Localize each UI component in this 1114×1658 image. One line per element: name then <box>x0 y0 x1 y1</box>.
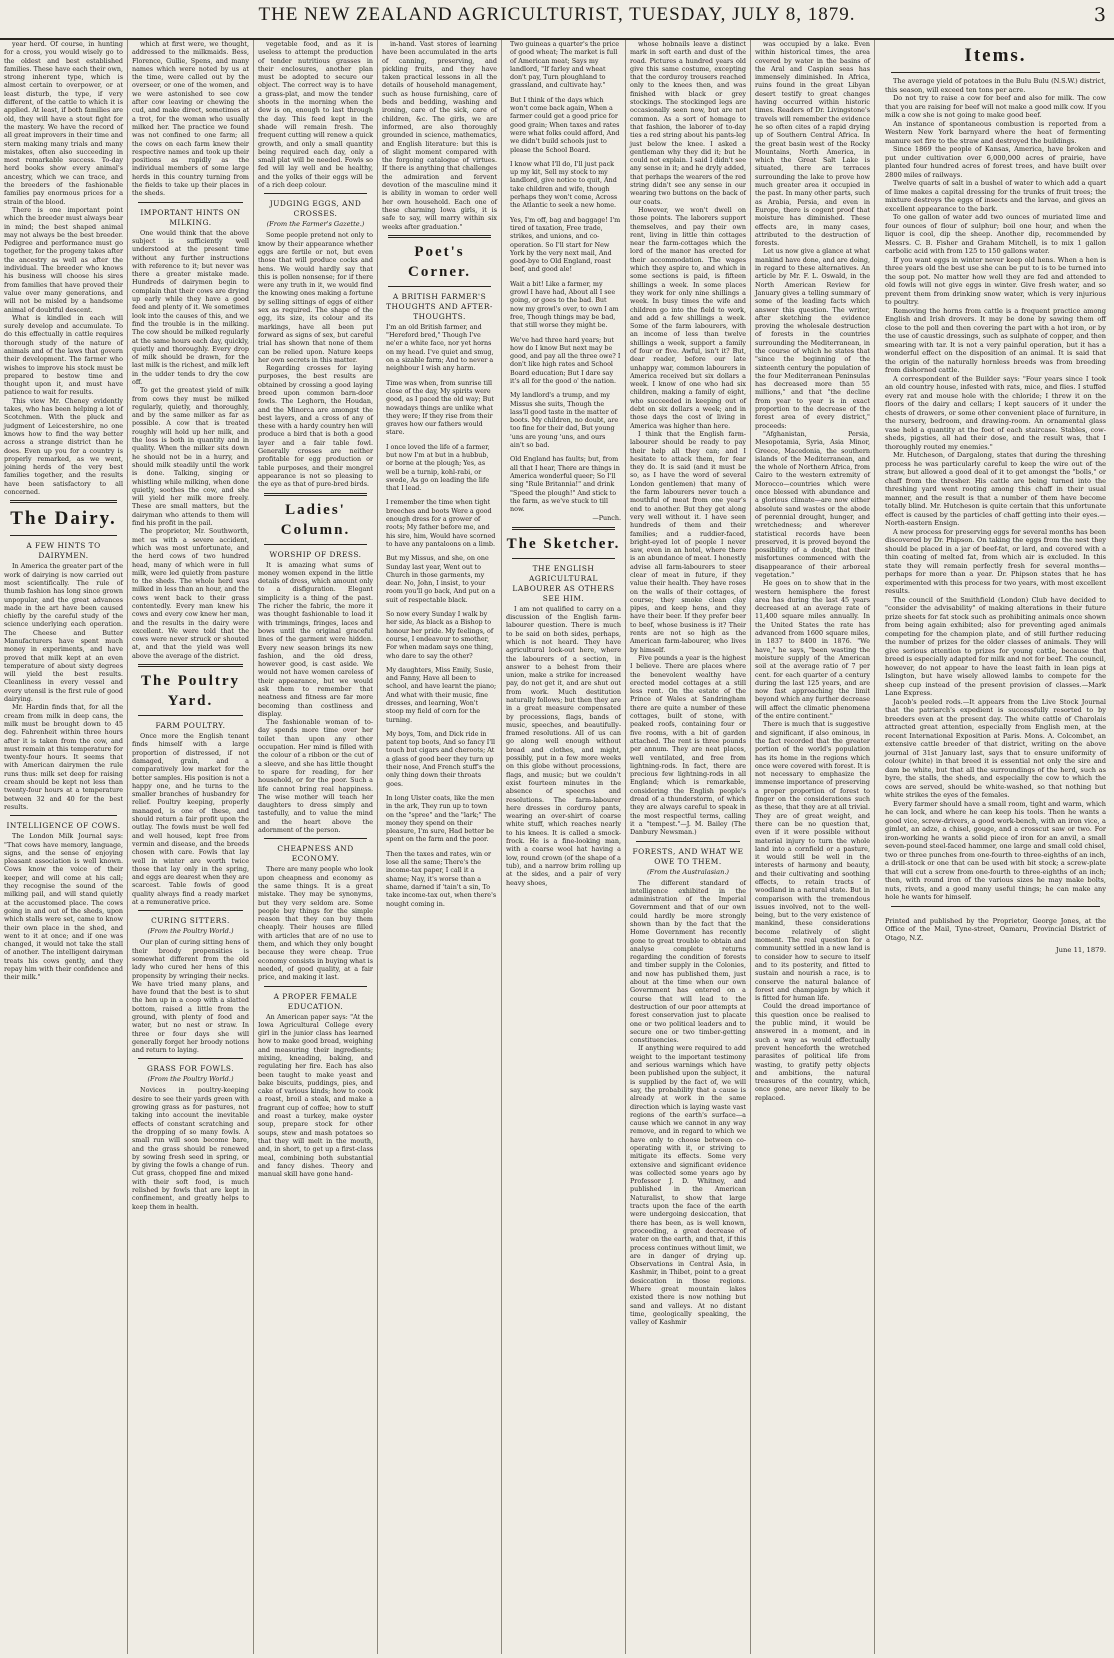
article-paragraph: There are many people who look upon cheapness and economy as the same things. It is a great mistake. They may be synonyms, but they very seldom are. Some people buy things for the simple reason that they can buy them cheaply. Their houses are filled with articles that are of no use to them, and which they only bought because they were cheap. True economy consists in buying what is needed, of good quality, at a fair price, and making it last. <box>258 865 373 982</box>
poem-stanza: We've had three hard years; but how do I know But next may be good, and pay all the three owe? I don't like high rates and School Board education; But I dare say it's all for the good o' the nation. <box>510 335 621 385</box>
article-heading: CHEAPNESS AND ECONOMY. <box>277 844 354 864</box>
article-paragraph: Let us now give a glance at what mankind have done, and are doing, in regard to these alternatives. An article by Mr. F. L. Oswald, in the North American Review for January gives a telling summary of some of the leading facts which answer this question. The writer, after sketching the evidence proving the wholesale destruction of forests in the countries surrounding the Mediterranean, in the course of which he states that "since the beginning of the sixteenth century the population of the four Mediterranean Peninsulas has decreased more than 55 millions," and that "the decline from year to year is in exact proportion to the decrease of the forest area of every district," proceeds: <box>755 247 870 430</box>
article-paragraph: An American paper says: "At the Iowa Agricultural College every girl in the junior class has learned how to make good bread, weighing and measuring their ingredients; mixing, kneading, baking, and regulating her fire. Each has also been taught to make yeast and bake biscuits, puddings, pies, and cake of various kinds; how to cook a roast, broil a steak, and make a fragrant cup of coffee; how to stuff and roast a turkey, make oyster soup, prepare stock for other soups, stew and mash potatoes so that they will melt in the mouth, and, in short, to get up a first-class meal, combining both substantial and fancy dishes. Theory and manual skill have gone hand- <box>258 1012 373 1179</box>
column-7 <box>751 40 875 1654</box>
poem-stanza: But my Missus, and she, on one Sunday last year, Went out to Church in those garments, my dear. No, John, I insist, to your room you'll go back, And put on a suit of respectable black. <box>386 554 496 604</box>
imprint-text: Printed and published by the Proprietor, George Jones, at the Office of the Mail, Tyne-street, Oamaru, Provincial District of Otago, N.Z. <box>885 916 1106 942</box>
poem-stanza: My daughters, Miss Emily, Susie, and Fanny, Have all been to school, and have learnt the piano; And what with their music, fine dresses, and learning, Won't stoop my field of corn for the turning. <box>386 665 497 724</box>
section-divider <box>636 841 740 842</box>
column-1 <box>0 40 128 1654</box>
article-heading: GRASS FOR FOWLS. <box>146 1064 235 1074</box>
section-divider <box>10 815 117 816</box>
article-paragraph: In America the greater part of the work of dairying is now carried out most scientifically. The rule of thumb fashion has long since grown unpopular, and the great advances made in the art have been caused chiefly by the careful study of the science underlying each operation. The Cheese and Butter Manufacturers have spent much money in experiments, and have proved that milk kept at an even temperature of about sixty degrees will yield the best results. Cleanliness in every vessel and every utensil is the first rule of good dairying. <box>4 562 123 704</box>
section-divider <box>138 664 243 667</box>
article-paragraph: Our plan of curing sitting hens of their broody propensities is somewhat different from the old lady who cured her hens of this propensity by wringing their necks. We have tried many plans, and have found that the best is to shut the hen up in a coop with a slatted bottom, raised a little from the ground, with plenty of food and water, but no nest or straw. In three or four days she will generally forget her broody notions and return to laying. <box>132 938 249 1055</box>
section-divider <box>138 910 243 911</box>
section-divider <box>264 493 367 496</box>
article-source: (From the Australasian.) <box>646 867 730 876</box>
news-item: The council of the Smithfield (London) Club have decided to "consider the advisability" of making alterations in their future prize sheets for fat stock such as prohibiting animals once shown from being again exhibited; also for preventing aged animals competing for the champion plate, and of still further reducing the number of prizes for the older classes of animals. They will give serious attention to prizes for young cattle, because that breed is especially adapted for milk and not for beef. The council, however, do not appear to have the least faith in lean pigs at Islington, but have wisely allowed lambs to compete for the sheep cup instead of the present provision of classes.—Mark Lane Express. <box>885 595 1106 697</box>
poem-title: A BRITISH FARMER'S THOUGHTS AND AFTER-THOUGHTS. <box>386 291 493 321</box>
article-paragraph: He goes on to show that in the western hemisphere the forest area has during the last 45 years decreased at an average rate of 11,400 square miles annually. In the United States the rate has advanced from 1600 square miles, in 1837 to 8400 in 1876. "We have," he says, "been wasting the moisture supply of the American soil at the average ratio of 7 per cent. for each quarter of a century during the last 125 years, and are now fast approaching the limit beyond which any further decrease will affect the climatic phenomena of the entire continent." <box>755 579 870 721</box>
article-paragraph: Some people pretend not only to know by their appearance whether eggs are fertile or not, but even those that will produce cocks and hens. We would hardly say that this is pollen nonsense; for if there were any truth in it, we would find the knowing ones making a fortune by selling sittings of eggs of either sex as required. The shape of the egg, its size, its colour and its markings, have all been put forward as signs of sex, but careful trial has shown that none of them can be relied upon. Nature keeps her own secrets in this matter. <box>258 231 373 364</box>
section-banner-dairy: The Dairy. <box>10 508 117 530</box>
news-item: Removing the horns from cattle is a frequent practice among English and Irish drovers. It may be done by sawing them off close to the poll and then covering the part with a hot iron, or by the use of caustic dressings, such as sulphate of copper, and then smearing with tar. It is not a very painful operation, but it has a wonderful effect on the disposition of an animal. It is said that the origin of the naturally hornless breeds was from breeding from dishorned cattle. <box>885 306 1106 374</box>
column-3 <box>254 40 378 1654</box>
poem-stanza: Wait a bit! Like a farmer, my growl I have had, About all I see going, or goes to the bad. But now my growl's over, to own I am free, Though things may be bad, that still worse they might be. <box>510 279 619 330</box>
article-paragraph: was occupied by a lake. Even within historical times, the area covered by water in the basins of the Aral and Caspian seas has immensely diminished. In Africa, ruins found in the great Libyan desert testify to great changes having occurred within historic times. Readers of Dr. Livingstone's travels will remember the evidence he so often cites of a rapid drying up of Southern Central Africa. In the great basin west of the Rocky Mountains, North America, in which the Great Salt Lake is situated, there are terraces surrounding the lake to prove how much greater area it occupied in the past. In many other parts, such as Arabia, Persia, and even in Europe, there is cogent proof that moisture has diminished. These effects are, in many cases, attributed to the destruction of forests. <box>755 40 870 248</box>
article-heading: A FEW HINTS TO DAIRYMEN. <box>26 541 101 561</box>
article-paragraph: year herd. Of course, in hunting for a cross, you would wisely go to the oldest and best established families. These have each their own, strong inherent type, which is almost certain to overpower, or at least disturb, the type, if very different, of the cattle to which it is applied. At least, if both families are old, they will have a stout fight for the mastery. We have the record of all great improvers in their time and stern making many trials and many mistakes, often also succeeding in most remarkable success. To-day herd books show every animal's ancestry, which we can trace, and the breeders of the fashionable families pay enormous prices for a strain of the blood. <box>4 40 123 206</box>
column-4 <box>378 40 502 1654</box>
article-heading: THE ENGLISH AGRICULTURAL LABOURER AS OTHERS SEE HIM. <box>512 563 615 603</box>
article-source: (From the Poultry World.) <box>147 927 234 936</box>
article-heading: IMPORTANT HINTS ON MILKING. <box>140 207 241 227</box>
news-item: If you want eggs in winter never keep old hens. When a hen is three years old the best use she can be put to is to be turned into the soup pot. No matter how well they are fed and attended to old fowls will not give eggs in winter. Give fresh water, and so prevent them from drinking snow water, which is very injurious to poultry. <box>885 255 1106 306</box>
poem-stanza: Then the taxes and rates, win or lose all the same; There's the income-tax paper, I call it a shame; Nay, it's worse than a shame, darned if 'tain't a sin, To take income-tax out, when there's nought coming in. <box>386 849 497 908</box>
article-source: (From the Farmer's Gazette.) <box>266 220 365 229</box>
section-divider <box>264 544 367 545</box>
article-paragraph: I think that the English farm-labourer should be ready to pay their help all they can; and I hesitate to attack them, for fear they do. It is said (and it must be so, as I have the word of several London gentlemen) that many of the farm labourers never touch a mouthful of meat from one year's end to another. But they get along very well without it. I have seen hundreds of them and their families; and a ruddier-faced, bright-eyed lot of people I never saw, even in an hotel, where there is an abundance of meat. I honestly advise all farm-labourers to steer clear of meat in future, if they value their health. They have roses on the walls of their cottages, of course; they smoke clean clay pipes, and keep hens, and they have their beer. If they prefer beer to beef, whose business is it? Their rents are not so high as the American farm-labourer, who lives by himself. <box>630 429 746 654</box>
news-item: To one gallon of water add two ounces of muriated lime and four ounces of flour of sulphur; boil one hour, and when the liquor is cool, dip the sheep. Another dip, recommended by Messrs. C. B. Fisher and Graham Mitchell, is to mix 1 gallon carbolic acid with from 125 to 150 gallons water. <box>885 213 1106 255</box>
section-divider <box>512 558 615 559</box>
section-banner-poets-corner: Poet's Corner. <box>407 243 472 280</box>
section-divider <box>388 286 491 287</box>
news-item: Twelve quarts of salt in a bushel of water to which add a quart of lime makes a capital dressing for the trunks of fruit trees; the mixture destroys the eggs of insects and the larvae, and gives an excellent appearance to the bark. <box>885 179 1106 213</box>
section-divider <box>138 715 243 716</box>
poem-stanza: I know what I'll do, I'll just pack up my kit, Sell my stock to my landlord, give notice to quit, And take children and wife, though perhaps they won't come, Across the Atlantic to seek a new home. <box>510 159 618 210</box>
poem-stanza: My boys, Tom, and Dick ride in patent top boots, And so fancy I'll touch but cigars and cheroots; At a glass of good beer they turn up their nose, And French stuff's the only thing down their throats goes. <box>386 729 496 788</box>
column-2 <box>128 40 254 1654</box>
poem-stanza: Time was when, from sunrise till close of the day, My spirits were good, as I paced the old way; But nowadays things are unlike what they were; If they rise from their graves how our fathers would stare. <box>386 378 494 437</box>
poem-source: —Punch. <box>592 514 621 523</box>
news-item: Since 1869 the people of Kansas, America, have broken and put under cultivation over 6,000,000 acres of prairie, have planted four hundred acres of forest trees, and have built over 2800 miles of railways. <box>885 145 1106 179</box>
article-heading: FORESTS, AND WHAT WE OWE TO THEM. <box>632 846 744 866</box>
article-paragraph: What is kindled in each will surely develop and accumulate. To do this effectually in cattle requires thorough study of the nature of animals and of the laws that govern their development. The farmer who wishes to improve his stock must be prepared to bestow time and thought upon it, and must have patience to wait for results. <box>4 313 123 397</box>
article-paragraph: Novices in poultry-keeping desire to see their yards green with growing grass as for pastures, not taking into account the inevitable effects of constant scratching and the dropping of so many fowls. A small run will soon become bare, and the grass should be renewed by sowing fresh seed in spring, or by giving the fowls a change of run. Cut grass, chopped fine and mixed with their soft food, is much relished by fowls that are kept in confinement, and greatly helps to keep them in health. <box>132 1086 249 1211</box>
article-source: (From the Poultry World.) <box>147 1075 234 1084</box>
article-paragraph: Once more the English tenant finds himself with a large proportion of distressed, if not damaged, grain, and a comparatively low market for the better samples. His position is not a happy one, and he turns to the smaller branches of husbandry for relief. Poultry keeping, properly managed, is one of these, and should return a fair profit upon the outlay. The fowls must be well fed and well housed, kept free from vermin and disease, and the breeds chosen with care. Fowls that lay well in winter are worth twice those that lay only in the spring, and eggs are dearest when they are scarcest. Table fowls of good quality always find a ready market at a remunerative price. <box>132 732 249 907</box>
poem-stanza: I once loved the life of a farmer, but now I'm at but in a hubbub, or borne at the plough; Yes, as well be a turnip, kohl-rabi, or swede, As go on leading the life that I lead. <box>386 442 490 493</box>
article-heading: FARM POULTRY. <box>155 721 226 731</box>
article-paragraph: which at first were, we thought, addressed to the milkmaids. Bess, Florence, Gullie, Spens, and many names which were noted by us at the time, were called out by the overseer, or one of the women, and we were astonished to see cow after cow leaving or chewing the cud, and make direct, sometimes at a trot, for the woman who usually milked her. The practice we found was not confined to one farm; all the cows on each farm knew their respective names and took up their positions as rapidly as the individual members of some large herds in this country turning from the fields to take up their places in the sheds. <box>132 40 249 198</box>
section-divider <box>10 500 117 503</box>
article-paragraph: The proprietor, Mr. Southworth, met us with a severe accident, which was most unfortunate, and the herd cows of two hundred head, many of which were in full milk, were led quietly from pasture to the sheds. The whole herd was milked in less than an hour, and the cows went back to their grass contentedly. Every man knew his cows and every cow knew her man, and the results in the dairy were excellent. We were told that the cows were never struck or shouted at, and that the yield was well above the average of the district. <box>132 527 249 660</box>
article-heading: WORSHIP OF DRESS. <box>269 549 362 559</box>
article-paragraph: One would think that the above subject is sufficiently well understood at the present time without any further instructions with reference to it; but never was there a greater mistake made. Hundreds of dairymen begin to complain that their cows are drying up early while they have a good feed and plenty of it. We sometimes look into the causes of this, and we find the trouble is in the milking. The cow should be milked regularly at the same hours each day, quickly, quietly and thoroughly. Every drop of milk should be drawn, for the last milk is the richest, and milk left in the udder tends to dry the cow off. <box>132 228 249 386</box>
news-item: The average yield of potatoes in the Bulu Bulu (N.S.W.) district, this season, will exceed ten tons per acre. <box>885 77 1106 94</box>
section-banner-sketcher: The Sketcher. <box>506 535 621 552</box>
article-paragraph: I am not qualified to carry on a discussion of the English farm-labourer question. There is much to be said on both sides, perhaps, which is not heard. They have agricultural lock-out here, where the labourers of a section, in answer to a behest from their union, make a strike for increased pay, do not get it, and are shut out from work. Much destitution naturally follows; but then they are in a great measure compensated by processions, flags, bands of music, speeches, and beautifully-framed resolutions. All of us can go along well enough without bread and clothes, and might, possibly, put in a few more weeks on this globe without processions, flags, and music; but we couldn't exist fourteen minutes in the absence of speeches and resolutions. The farm-labourer here dresses in corduroy pants, wearing an over-shirt of coarse white stuff, which reaches nearly to his knees. It is called a smock-frock. He is a fine-looking man, with a coarse wool hat having a low, round crown (of the shape of a tub), and a narrow brim rolling up at the sides, and a pair of very heavy shoes, <box>506 604 621 887</box>
masthead <box>0 2 1114 40</box>
news-item: A correspondent of the Builder says: "Four years since I took an old country house, infested with rats, mice, and flies. I stuffed every rat and mouse hole with the chloride; I threw it on the floors of the dairy and cellars; I kept saucers of it under the chests of drawers, or some other convenient place of furniture, in the nursery, bedroom, and drawing-room. An ornamental glass vase held a quantity at the foot of each staircase. Stables, cow-sheds, pigsties, all had their dose, and the result was, that I thoroughly routed my enemies." <box>885 374 1106 451</box>
section-divider <box>10 535 117 536</box>
news-item: A new process for preserving eggs for several months has been discovered by Dr. Phipson. On taking the eggs from the nest they should be placed in a jar of beef-fat, or lard, and covered with a thin coating of melted fat, from which air is excluded. In this state they will remain perfectly fresh for several months—perhaps for more than a year. Dr. Phipson states that he has experimented with this process for two years, with most excellent results. <box>885 527 1106 595</box>
article-paragraph: There is one important point which the breeder must always bear in mind; the best shaped animal may not always be the best breeder. Pedigree and performance must go together, for the progeny takes after the ancestry as well as after the individual. The breeder who knows his business will choose his sires from families that have proved their value over many generations, and will not be misled by a handsome animal of doubtful descent. <box>4 205 123 314</box>
poem-stanza: I'm an old British farmer, and "Hereford bred," Though I've ne'er a white face, nor yet horns on my head. I've quiet and smug, on a sizable farm; And to never a neighbour I wish any harm. <box>386 322 494 373</box>
article-paragraph: The different standard of intelligence exhibited in the administration of the Imperial Government and that of our own could hardly be more strongly shown than by the fact that the Home Government has recently gone to great trouble to obtain and analyse complete returns regarding the condition of forests and timber supply in the Colonies, and now has published them, just about at the time when our own Government has entered on a course that will lead to the destruction of our poor attempts at forest conservation just to placate one or two political leaders and to secure one or two timber-getting constituencies. <box>630 878 746 1045</box>
section-banner-items: Items. <box>964 45 1027 66</box>
section-divider <box>891 906 1100 907</box>
poem-stanza: Yes, I'm off, bag and baggage! I'm tired of taxation, Free trade, strikes, and unions, and co-operation. So I'll start for New York by the very next mail, And good-bye to Old England, roast beef, and good ale! <box>510 215 621 274</box>
imprint-date: June 11, 1879. <box>1055 946 1106 955</box>
poem-stanza: Two guineas a quarter's the price of good wheat; The market is full of American meat; Says my landlord, "If farley and wheat don't pay, Turn ploughland to grassland, and cultivate hay." <box>510 40 620 90</box>
article-paragraph: The fashionable woman of to-day spends more time over her toilet than upon any other occupation. Her mind is filled with the colour of a ribbon or the cut of a sleeve, and she has little thought to spare for reading, for her household, or for the poor. Such a life cannot bring real happiness. The wise mother will teach her daughters to dress simply and tastefully, and to value the mind and the heart above the adornment of the person. <box>258 718 373 835</box>
column-5 <box>502 40 626 1654</box>
article-paragraph: Could the dread importance of this question once be realised to the public mind, it would be answered in a moment, and in such a way as would effectually prevent henceforth the wretched parasites of political life from wasting, to gratify petty objects and ambitions, the natural treasures of the country, which, once gone, are never likely to be replaced. <box>755 1002 870 1102</box>
article-paragraph: There is much that is suggestive and significant, if also ominous, in the fact recorded that the greater portion of the world's population has its home in the regions which once were covered with forest. It is not necessary to emphasize the immense importance of preserving a proper proportion of forest to finger on the considerations such as these, that they are at all trivial. They are of great weight, and there can be no question that, even if it were possible without material injury to turn the whole land into a cornfield or a pasture, it would still be well in the interests of harmony and beauty, and their cultivating and soothing effects, to retain tracts of woodland in a natural state. But in comparison with the tremendous issues involved, not to the well-being, but to the very existence of mankind, these considerations become relatively of slight moment. The real question for a community settled in a new land is to consider how to secure to itself and to its posterity, and fitted to sustain and nourish a race, is to conserve the natural balance of forest and champaign by which it is fitted for human life. <box>755 720 870 1003</box>
news-item: Jacob's peeled rods.—It appears from the Live Stock Journal that the patriarch's expedient is successfully resorted to by breeders even at the present day. The white cattle of Charolais attracted great attention, especially from English men, at the recent International Exposition at Paris. Mons. A. Colcombet, an extensive cattle breeder of that district, writing on the above journal of 31st January last, says that to ensure uniformity of colour (white) in that breed it is essential not only the sire and dam be white, but that all the surroundings of the herd, such as byre, the stalls, the sheds, and especially the cow to which the cows are served, should be white-washed, so that nothing but white strikes the eyes of the females. <box>885 697 1106 799</box>
news-item: Mr. Hutcheson, of Dargalong, states that during the threshing process he was particularly careful to keep the wire out of the straw, but allowed a good deal of it to get amongst the "bolls," or chaff from the thresher. His cattle are being turned into the threshing yard went rooting among this chaff in their usual manner, and the result is that a number of them have become totally blind. Mr. Hutcheson is quite certain that this unfortunate effect is caused by the particles of chaff getting into their eyes.—North-eastern Ensign. <box>885 451 1106 527</box>
section-divider <box>264 193 367 194</box>
section-banner-poultry: The Poultry Yard. <box>140 673 241 710</box>
section-divider <box>891 72 1100 73</box>
article-paragraph: To get the greatest yield of milk from cows they must be milked regularly, quietly, and thoroughly, and by the same milker as far as possible. A cow that is treated roughly will hold up her milk, and the loss is both in quantity and in quality. When the milker sits down he should not be in a hurry, and should milk steadily until the work is done. Talking, singing or whistling while milking, when done quietly, soothes the cow, and she will yield her milk more freely. These are small matters, but the dairyman who attends to them will find his profit in the pail. <box>132 386 249 528</box>
article-paragraph: vegetable food, and as it is useless to attempt the production of tender nutritious grasses in their enclosures, another plan must be adopted to secure our object. The correct way is to have a grass-plat, and mow the tender shoots in the morning when the dew is on, enough to last through the day. This feed kept in the shade will remain fresh. The frequent cutting will renew a quick growth, and only a small quantity being required each day, only a small plat will be needed. Fowls so fed will lay well and be healthy, and the yolks of their eggs will be of a rich deep colour. <box>258 40 373 190</box>
section-divider <box>264 986 367 987</box>
column-6 <box>626 40 751 1654</box>
article-heading: INTELLIGENCE OF COWS. <box>6 821 121 831</box>
article-heading: JUDGING EGGS, AND CROSSES. <box>269 199 362 219</box>
printer-imprint <box>885 917 1106 955</box>
article-paragraph: Mr. Hardin finds that, for all the cream from milk in deep cans, the milk must be brought down to 45 deg. Fahrenheit within three hours after it is taken from the cow, and must remain at this temperature for twenty-four hours. It seems that with American dairymen the rule runs thus: milk set deep for raising cream should be kept not less than twenty-four hours at a temperature between 32 and 40 for the best results. <box>4 703 123 811</box>
page-number: 3 <box>1093 4 1106 26</box>
news-item: Do not try to raise a cow for beef and also for milk. The cow that you are raising for beef will not make a good milk cow. If you milk a cow she is not going to make good beef. <box>885 94 1106 119</box>
poem-stanza: In long Ulster coats, like the men in the ark, They run up to town on the "spree" and the "lark;" The money they spend on their pleasure, I'm sure, Had better be spent on the farm and the poor. <box>386 793 496 844</box>
article-paragraph: It is amazing what sums of money women expend in the little details of dress, which amount only to a disfiguration. Elegant simplicity is a thing of the past. The richer the fabric, the more it was thought fashionable to load it with trimmings, fringes, laces and bows until the original graceful lines of the garment were hidden. Every new season brings its new fashion, and the old dress, however good, is cast aside. We would not have women careless of their appearance, but we would ask them to remember that neatness and fitness are far more becoming than costliness and display. <box>258 560 373 718</box>
poem-stanza: So now every Sunday I walk by her side, As black as a Bishop to honour her pride. My feelings, of course, I endeavour to smother, For when madam says one thing, who dare to say the other? <box>386 610 494 660</box>
section-divider <box>138 202 243 203</box>
article-heading: A PROPER FEMALE EDUCATION. <box>273 991 358 1011</box>
poem-stanza: Old England has faults; but, from all that I hear, There are things in America wonderful queer; So I'll sing "Rule Britannia!" and drink "Speed the plough!" And stick to the farm, as we've stuck to till now. <box>510 455 620 514</box>
news-item: An instance of spontaneous combustion is reported from a Western New York barnyard where the heat of fermenting manure set fire to the straw and destroyed the buildings. <box>885 119 1106 145</box>
section-divider <box>264 838 367 839</box>
poem-stanza: My landlord's a trump, and my Missus she suits, Though the lass'll good taste in the matter of boots. My children, no doubt, are too fine for their dad, But young 'uns are young 'uns, and ours ain't so bad. <box>510 391 619 450</box>
article-paragraph: This view Mr. Cheney evidently takes, who has been helping a lot of Scotchmen. With the pluck and judgment of Leicestershire, no one knows how to find the way better across a strange district than he does. Even up you for a country is properly remarked, as we went, joining herds of the very best families together, and the results have been satisfactory to all concerned. <box>4 396 123 497</box>
article-paragraph: whose hobnails leave a distinct mark in soft earth and dust of the road. Pictures a hundred years old give this same costume, excepting that the corduroy trousers reached only to the knees then, and was finished with black or grey stockings. The stockinged legs are occasionally seen now, but are not common. As a sort of homage to that fashion, the laborer of to-day ties a red string about his pants-leg just below the knee. I asked a gentleman why they did it; but he could not explain. I said I didn't see any sense in it; and he dryly added, that perhaps the wearers of the red string didn't see any sense in our wearing two buttons on the back of our coats. <box>630 40 746 206</box>
section-divider <box>512 527 615 530</box>
section-divider <box>388 235 491 238</box>
article-paragraph: Regarding crosses for laying purposes, the best results are obtained by crossing a good laying breed upon common barn-door fowls. The Leghorn, the Houdan, and the Minorca are amongst the best layers, and a cross of any of these with a hardy country hen will produce a bird that is both a good layer and a fair table fowl. Generally crosses are neither profitable for egg production or table purposes, and their mongrel appearance is not so pleasing to the eye as that of pure-bred birds. <box>258 364 373 489</box>
section-banner-ladies: Ladies' Column. <box>280 501 351 538</box>
article-heading: CURING SITTERS. <box>151 916 230 926</box>
article-paragraph: "Afghanistan, Persia, Mesopotamia, Syria, Asia Minor, Greece, Macedonia, the southern islands of the Mediterranean, and the whole of Northern Africa, from Cairo to the western extremity of Morocco—countries which were once blessed with abundance and a glorious climate—are now either absolute sand wastes or the abode of perennial drought, hunger, and wretchedness; and wherever statistical records have been preserved, it is proved beyond the possibility of a doubt, that their misfortunes commenced with the disappearance of their arboreal vegetation." <box>755 429 870 579</box>
news-item: Every farmer should have a small room, tight and warm, which he can lock, and where he can keep his tools. Then he wants a good vice, screw-drivers, a good work-bench, with an iron vice, a gimlet, an adze, a chisel, gouge, and a crosscut saw or two. For iron-working he wants a solid piece of iron for an anvil, a small seven-pound steel-faced hammer, one large and small cold chisel, two or three punches from one-fourth to three-eighths of an inch, a drill-stock or one that can be used with bit stock; a screw-plate that will cut a screw from one-fourth to three-eighths of an inch; then, with round iron of the various sizes he may make bolts, nuts, rivets, and a good many useful things; he can make any hole he wants for himself. <box>885 799 1106 901</box>
section-divider <box>138 1058 243 1059</box>
poem-stanza: But I think of the days which won't come back again, When a farmer could get a good price for good grain; When taxes and rates were what folks could afford, And we didn't build schools just to please the School Board. <box>510 95 620 154</box>
article-paragraph: If anything were required to add weight to the important testimony and serious warnings which have been published upon the subject, it is supplied by the fact of, we will say, the probability that a cause is already at work in the same direction which is laying waste vast regions of the earth's surface—a cause which we cannot in any way remove, and in regard to which we have only to choose between co-operating with it, or striving to mitigate its effects. Some very extensive and significant evidence was collected some years ago by Professor J. D. Whitney, and published in the American Naturalist, to show that large tracts upon the face of the earth were undergoing desiccation, that there has been, as is well known, proceeding, a great decrease of water on the earth, and that, if this process continues without limit, we are in danger of drying up. Observations in Central Asia, in Kashmir, in Thibet, point to a great desiccation in those regions. Where great mountain lakes existed there is now nothing but sand and valleys. At no distant time, geologically speaking, the valley of Kashmir <box>630 1044 746 1327</box>
masthead-title: THE NEW ZEALAND AGRICULTURIST, TUESDAY, JULY 8, 1879. <box>258 4 856 25</box>
poem-stanza: I remember the time when tight breeches and boots Were a good enough dress for a grower of roots; My father before me, and his sire, him, Would have scorned to have any pantaloons on a limb. <box>386 498 496 548</box>
article-paragraph: The London Milk Journal says: "That cows have memory, language, signs, and the sense of enjoying pleasant association is well known. Cows know the voice of their keeper, and will come at his call; they recognise the sound of the milking pail, and will stand quietly at the accustomed place. The cows going in and out of the sheds, upon which stalls were set, came to know their own place in the shed, and went to it at once; and if one was changed, it would not take the stall of another. The intelligent dairyman treats his cows gently, and they repay him with their confidence and their milk." <box>4 832 123 982</box>
article-paragraph: However, we won't dwell on those points. The laborers support themselves, and pay their own rent, living in little thin cottages near the farm-cottages which the lord of the manor has erected for their accommodation. The wages which they aspire to, and which in some sections is paid, is fifteen shillings a week. In some places they work for only nine shillings a week. In busy times the wife and children go into the field to work, and add a few shillings a week. Some of the farm labourers, with an income of less than twelve shillings a week, support a family of four or five. Awful, isn't it? But, dear reader, before our late unhappy war, common labourers in America received but six dollars a week. I know of one who had six children, making a family of eight, who succeeded in keeping out of debt on six dollars a week; and in those days the cost of living in America was higher than here. <box>630 205 746 430</box>
article-paragraph: in-hand. Vast stores of learning have been accumulated in the arts of canning, preserving, and pickling fruits, and they have taken practical lessons in all the details of household management, such as house furnishing, care of beds and bedding, washing and ironing, care of the sick, care of children, &c. The girls, we are informed, are also thoroughly grounded in science, mathematics, and English literature: but this is of slight moment compared with the forgoing catalogue of virtues. If there is anything that challenges the admiration and fervent devotion of the masculine mind it is ability in woman to order well her own household. Each one of these charming Iowa girls, it is safe to say, will marry within six weeks after graduation." <box>382 40 497 231</box>
column-items <box>875 40 1114 1654</box>
article-paragraph: Five pounds a year is the highest I believe. There are places where the benevolent wealthy have erected model cottages at a still less rent. On the estate of the Prince of Wales at Sandringham there are quite a number of these cottages, built of stone, with peaked roofs, containing four or five rooms, with a bit of garden attached. The rent is three pounds per annum. They are neat places, well ventilated, and free from lightning-rods. In fact, there are precious few lightning-rods in all England; which is remarkable, considering the English people's dread of a thunderstorm, of which they are always careful to speak in the most respectful terms, calling it a "tempest."—J. M. Bailey (The Danbury Newsman.) <box>630 653 746 837</box>
